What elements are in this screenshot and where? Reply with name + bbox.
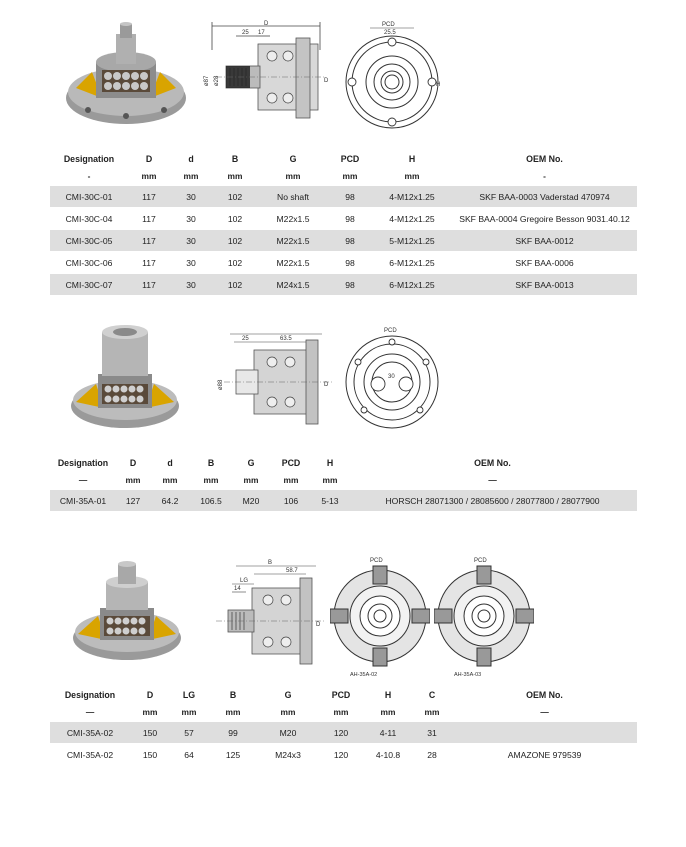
product-photo-cmi-35a-01 [66,322,184,432]
dim-label-d: D [324,382,329,388]
unit-cell: mm [424,707,440,717]
cell: 64.2 [150,490,190,512]
flange-drawing-ah-35a-02 [330,554,430,682]
unit-cell: - [87,171,91,181]
unit-cell: mm [141,171,157,181]
col-header: G [247,457,255,468]
cell: 106 [270,490,312,512]
cell: 102 [212,186,258,208]
cell: M24x3 [258,744,318,766]
product-photo-cmi-35a-02 [68,554,186,666]
cell: 117 [128,252,170,274]
unit-cell: mm [243,475,259,485]
col-header: D [129,457,137,468]
col-header: G [289,153,297,164]
cell: 98 [328,186,372,208]
cell [452,722,637,744]
unit-cell: mm [322,475,338,485]
unit-cell: mm [333,707,349,717]
col-header: PCD [340,153,360,164]
unit-cell: — [488,475,497,485]
table-row [50,186,637,208]
col-header: Designation [63,153,115,164]
cell: CMI-30C-04 [50,208,128,230]
unit-cell: — [540,707,549,717]
table-row [50,490,637,512]
unit-cell: mm [380,707,396,717]
spec-table-cmi-30c [50,150,637,295]
flange-drawing-cmi-35a-01 [340,324,444,432]
cell: HORSCH 28071300 / 28085600 / 28077800 / 28077900 [348,490,637,512]
cell: SKF BAA-0012 [452,230,637,252]
cell: 6-M12x1.25 [372,252,452,274]
section-drawing-cmi-35a-02 [206,558,330,682]
unit-cell: — [78,475,88,485]
table-row [50,230,637,252]
dim-label-pcd-1: PCD [370,558,383,564]
cell: 102 [212,252,258,274]
cell: 98 [328,274,372,296]
dim-label-87: ø87 [204,75,210,86]
unit-cell: mm [125,475,141,485]
dim-label-63-5: 63.5 [280,336,292,342]
flange-drawing-cmi-30c [340,18,444,132]
cell: 30 [170,252,212,274]
col-header: OEM No. [526,689,563,700]
cell: 106.5 [190,490,232,512]
dim-label-30: 30 [388,374,395,380]
unit-cell: - [543,171,546,181]
cell: 99 [208,722,258,744]
col-header: Designation [64,689,116,700]
cell: CMI-35A-02 [50,744,130,766]
cell: 150 [130,722,170,744]
col-header: B [207,457,215,468]
table-row [50,208,637,230]
cell: CMI-35A-02 [50,722,130,744]
dim-label-b: B [268,560,273,566]
cell: 64 [170,744,208,766]
cell: 98 [328,230,372,252]
unit-cell: mm [283,475,299,485]
drawing-caption-1: AH-35A-02 [350,672,378,678]
dim-label-d-right: D [324,78,329,84]
cell: 150 [130,744,170,766]
table-row [50,744,637,766]
cell: 117 [128,208,170,230]
product-photo-cmi-30c [62,20,190,130]
dim-label-28: ø28 [214,75,220,86]
unit-cell: mm [181,707,197,717]
dim-label-14: 14 [234,586,241,592]
cell: M22x1.5 [258,208,328,230]
cell: 125 [208,744,258,766]
dim-label-pcd: PCD [384,328,397,334]
cell: 117 [128,274,170,296]
table-row [50,722,637,744]
col-header: H [408,153,416,164]
col-header: H [384,689,392,700]
cell: 4-M12x1.25 [372,186,452,208]
unit-cell: mm [342,171,358,181]
cell: SKF BAA-0003 Vaderstad 470974 [452,186,637,208]
cell: 98 [328,208,372,230]
cell: 117 [128,186,170,208]
cell: M20 [258,722,318,744]
col-header: PCD [331,689,351,700]
unit-cell: mm [203,475,219,485]
unit-cell: mm [183,171,199,181]
col-header: G [284,689,292,700]
unit-cell: mm [280,707,296,717]
cell: 30 [170,230,212,252]
unit-cell: mm [404,171,420,181]
dim-label-25-5: 25.5 [384,30,396,36]
product-section-3 [0,540,686,780]
cell: 57 [170,722,208,744]
dim-label-pcd-2: PCD [474,558,487,564]
col-header: B [231,153,239,164]
unit-cell: mm [285,171,301,181]
cell: AMAZONE 979539 [452,744,637,766]
dim-label-pcd: PCD [382,22,395,28]
cell: 98 [328,252,372,274]
drawing-caption-2: AH-35A-03 [454,672,482,678]
dim-label-h: H [436,82,441,88]
cell: CMI-30C-05 [50,230,128,252]
col-header: B [229,689,237,700]
cell: SKF BAA-0013 [452,274,637,296]
col-header: d [167,457,173,468]
cell: 30 [170,186,212,208]
unit-cell: mm [227,171,243,181]
cell: 5-M12x1.25 [372,230,452,252]
cell: 30 [170,208,212,230]
cell: M22x1.5 [258,230,328,252]
cell: M24x1.5 [258,274,328,296]
cell: CMI-30C-07 [50,274,128,296]
product-section-1 [0,0,686,300]
cell: 102 [212,274,258,296]
spec-table-cmi-35a-01 [50,454,637,511]
cell: 127 [116,490,150,512]
col-header: OEM No. [526,153,563,164]
col-header: PCD [281,457,301,468]
cell: CMI-30C-01 [50,186,128,208]
unit-cell: mm [162,475,178,485]
dim-label-25: 25 [242,30,249,36]
cell: 28 [412,744,452,766]
cell: 6-M12x1.25 [372,274,452,296]
section-drawing-cmi-35a-01 [210,328,340,438]
dim-label-58-7: 58.7 [286,568,298,574]
cell: 120 [318,744,364,766]
table-row [50,274,637,296]
table-row [50,252,637,274]
dim-label-25: 25 [242,336,249,342]
cell: 120 [318,722,364,744]
col-header: D [146,689,154,700]
unit-cell: — [85,707,95,717]
col-header: H [326,457,334,468]
product-section-2 [0,300,686,520]
cell: 117 [128,230,170,252]
dim-label-17: 17 [258,30,265,36]
cell: SKF BAA-0004 Gregoire Besson 9031.40.12 [452,208,637,230]
dim-label-lg: LG [240,578,249,584]
cell: 102 [212,230,258,252]
cell: No shaft [258,186,328,208]
dim-label-d: D [316,622,321,628]
cell: CMI-35A-01 [50,490,116,512]
col-header: C [428,689,436,700]
cell: 102 [212,208,258,230]
col-header: D [145,153,153,164]
dim-label-d: D [264,21,269,27]
col-header: d [188,153,194,164]
cell: 5-13 [312,490,348,512]
cell: 4-11 [364,722,412,744]
col-header: OEM No. [474,457,511,468]
cell: CMI-30C-06 [50,252,128,274]
cell: 30 [170,274,212,296]
cell: M20 [232,490,270,512]
dim-label-88: ø88 [218,379,224,390]
cell: M22x1.5 [258,252,328,274]
col-header: Designation [57,457,109,468]
section-drawing-cmi-30c [196,20,336,132]
flange-drawing-ah-35a-03 [434,554,534,682]
spec-table-cmi-35a-02 [50,686,637,765]
unit-cell: mm [225,707,241,717]
col-header: LG [182,689,196,700]
cell: 4-10.8 [364,744,412,766]
cell: 31 [412,722,452,744]
unit-cell: mm [142,707,158,717]
cell: 4-M12x1.25 [372,208,452,230]
cell: SKF BAA-0006 [452,252,637,274]
